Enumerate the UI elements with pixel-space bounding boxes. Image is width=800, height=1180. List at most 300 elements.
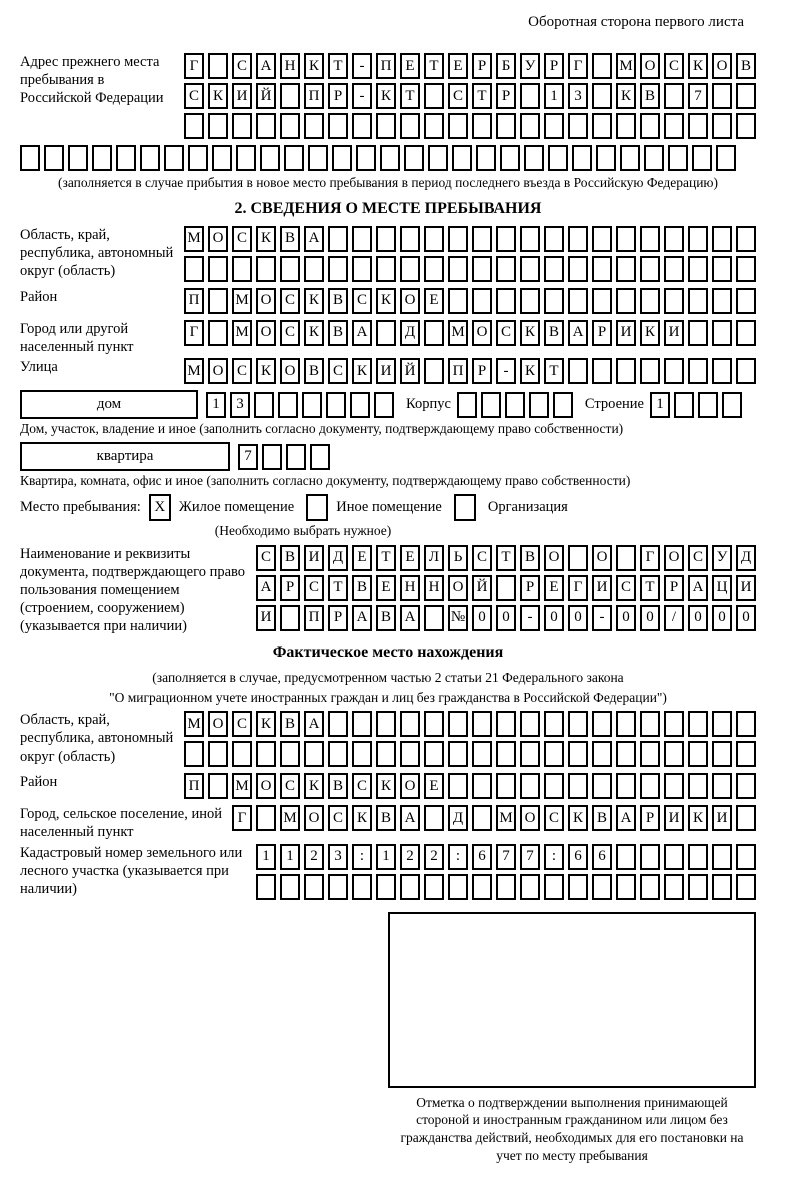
char-cell-filled: О (280, 358, 300, 384)
char-cell-filled: Е (544, 575, 564, 601)
apartment-label-box: квартира (20, 442, 230, 471)
char-cell-filled: Н (280, 53, 300, 79)
char-cell-empty (352, 226, 372, 252)
char-cell-empty (208, 53, 228, 79)
char-cell-empty (376, 256, 396, 282)
char-cell-filled: М (280, 805, 300, 831)
char-cell-filled: 1 (206, 392, 226, 418)
char-cell-filled: К (376, 83, 396, 109)
char-cell-empty (212, 145, 232, 171)
char-cell-empty (424, 874, 444, 900)
char-cell-filled: В (352, 575, 372, 601)
char-cell-empty (520, 288, 540, 314)
char-cell-filled: Т (424, 53, 444, 79)
char-cell-empty (208, 741, 228, 767)
char-cell-empty (328, 226, 348, 252)
char-cell-empty (448, 226, 468, 252)
char-cell-empty (592, 358, 612, 384)
char-cell-filled: Е (448, 53, 468, 79)
char-cell-filled: Р (328, 605, 348, 631)
char-cell-empty (544, 711, 564, 737)
char-cell-filled: № (448, 605, 468, 631)
char-cell-empty (424, 358, 444, 384)
char-cell-filled: 7 (688, 83, 708, 109)
char-cell-empty (304, 874, 324, 900)
char-cell-empty (716, 145, 736, 171)
char-cell-filled: Т (472, 83, 492, 109)
char-cell-empty (286, 444, 306, 470)
char-cell-empty (304, 741, 324, 767)
char-cell-filled: О (304, 805, 324, 831)
char-cell-filled: П (376, 53, 396, 79)
char-cell-filled: С (448, 83, 468, 109)
char-cell-filled: Е (424, 288, 444, 314)
char-cell-empty (352, 874, 372, 900)
char-cell-empty (140, 145, 160, 171)
char-cell-empty (496, 113, 516, 139)
char-cell-empty (424, 805, 444, 831)
actual-region-label: Область, край, республика, автономный округ (область) (20, 712, 174, 765)
char-cell-filled: Т (640, 575, 660, 601)
char-cell-filled: 2 (424, 844, 444, 870)
char-cell-filled: И (376, 358, 396, 384)
char-cell-empty (616, 358, 636, 384)
char-cell-empty (722, 392, 742, 418)
char-cell-empty (736, 358, 756, 384)
char-cell-empty (92, 145, 112, 171)
char-cell-filled: Т (544, 358, 564, 384)
apartment-cells (238, 444, 330, 470)
actual-district-block (20, 773, 756, 803)
char-cell-empty (472, 805, 492, 831)
char-cell-empty (592, 113, 612, 139)
char-cell-empty (712, 844, 732, 870)
char-cell-empty (184, 741, 204, 767)
char-cell-filled: Н (424, 575, 444, 601)
stay-type-checkbox-other (306, 494, 328, 521)
char-cell-filled: О (256, 773, 276, 799)
char-cell-empty (310, 444, 330, 470)
stay-type-option-organization-label: Организация (487, 498, 568, 515)
char-cell-filled: С (232, 226, 252, 252)
char-cell-empty (688, 113, 708, 139)
char-cell-filled: : (352, 844, 372, 870)
char-cell-empty (568, 256, 588, 282)
char-cell-filled: С (184, 83, 204, 109)
char-cell-filled: С (328, 805, 348, 831)
char-cell-empty (712, 256, 732, 282)
char-cell-filled: А (304, 226, 324, 252)
char-cell-empty (688, 741, 708, 767)
char-cell-filled: К (616, 83, 636, 109)
char-cell-filled: С (352, 288, 372, 314)
char-cell-empty (328, 711, 348, 737)
char-cell-filled: Г (640, 545, 660, 571)
char-cell-filled: 3 (568, 83, 588, 109)
char-cell-empty (712, 741, 732, 767)
char-cell-empty (472, 773, 492, 799)
char-cell-empty (592, 773, 612, 799)
section2-region-label: Область, край, республика, автономный округ (область) (20, 226, 174, 280)
char-cell-empty (352, 256, 372, 282)
char-cell-empty (616, 256, 636, 282)
char-cell-filled: М (184, 358, 204, 384)
char-cell-filled: И (712, 805, 732, 831)
char-cell-filled: А (616, 805, 636, 831)
char-cell-empty (496, 575, 516, 601)
char-cell-empty (374, 392, 394, 418)
char-cell-filled: С (472, 545, 492, 571)
char-cell-filled: И (232, 83, 252, 109)
char-cell-empty (376, 226, 396, 252)
char-cell-empty (256, 113, 276, 139)
char-cell-filled: О (472, 320, 492, 346)
char-cell-empty (520, 226, 540, 252)
char-cell-empty (568, 113, 588, 139)
char-cell-filled: 1 (544, 83, 564, 109)
char-cell-filled: К (568, 805, 588, 831)
char-cell-empty (736, 773, 756, 799)
char-cell-filled: 1 (256, 844, 276, 870)
char-cell-filled: Р (280, 575, 300, 601)
char-cell-filled: Т (328, 53, 348, 79)
char-cell-empty (448, 256, 468, 282)
page-title: Оборотная сторона первого листа (528, 14, 744, 30)
char-cell-empty (544, 113, 564, 139)
char-cell-filled: - (496, 358, 516, 384)
char-cell-empty (400, 113, 420, 139)
char-cell-filled: 6 (592, 844, 612, 870)
char-cell-empty (616, 773, 636, 799)
char-cell-filled: В (376, 605, 396, 631)
char-cell-filled: И (256, 605, 276, 631)
char-cell-filled: 0 (496, 605, 516, 631)
char-cell-filled: 7 (520, 844, 540, 870)
char-cell-filled: С (232, 53, 252, 79)
char-cell-filled: 1 (280, 844, 300, 870)
char-cell-empty (496, 711, 516, 737)
char-cell-filled: К (208, 83, 228, 109)
char-cell-filled: М (184, 226, 204, 252)
char-cell-empty (620, 145, 640, 171)
stay-type-checkbox-organization (454, 494, 476, 521)
char-cell-empty (712, 288, 732, 314)
char-cell-filled: Р (496, 83, 516, 109)
char-cell-empty (640, 358, 660, 384)
stay-type-option-residential-label: Жилое помещение (178, 498, 295, 515)
section2-title: 2. СВЕДЕНИЯ О МЕСТЕ ПРЕБЫВАНИЯ (234, 199, 542, 217)
char-cell-filled: 0 (640, 605, 660, 631)
stroenie-cells (650, 392, 742, 418)
char-cell-empty (640, 711, 660, 737)
char-cell-empty (664, 358, 684, 384)
char-cell-empty (736, 711, 756, 737)
char-cell-empty (640, 741, 660, 767)
char-cell-empty (544, 773, 564, 799)
char-cell-filled: - (352, 83, 372, 109)
char-cell-filled: О (664, 545, 684, 571)
char-cell-filled: 6 (472, 844, 492, 870)
char-cell-filled: Р (328, 83, 348, 109)
char-cell-empty (712, 320, 732, 346)
char-cell-empty (644, 145, 664, 171)
char-cell-filled: В (280, 226, 300, 252)
char-cell-empty (668, 145, 688, 171)
char-cell-filled: С (352, 773, 372, 799)
char-cell-filled: В (280, 545, 300, 571)
korpus-label: Корпус (406, 396, 451, 413)
char-cell-empty (164, 145, 184, 171)
char-cell-empty (568, 545, 588, 571)
char-cell-filled: И (664, 805, 684, 831)
char-cell-filled: И (664, 320, 684, 346)
char-cell-empty (688, 844, 708, 870)
char-cell-filled: О (712, 53, 732, 79)
char-cell-empty (280, 113, 300, 139)
char-cell-empty (688, 320, 708, 346)
char-cell-empty (472, 874, 492, 900)
char-cell-empty (712, 773, 732, 799)
char-cell-empty (424, 320, 444, 346)
char-cell-filled: О (640, 53, 660, 79)
char-cell-filled: 3 (328, 844, 348, 870)
char-cell-filled: Г (184, 53, 204, 79)
char-cell-empty (280, 605, 300, 631)
char-cell-empty (496, 773, 516, 799)
char-cell-filled: Е (376, 575, 396, 601)
document-label: Наименование и реквизиты документа, подтверждающего право пользования помещением (строением, сооружением) (указывается при наличии) (20, 545, 246, 635)
char-cell-filled: О (520, 805, 540, 831)
section2-district-block (20, 288, 756, 318)
char-cell-empty (400, 874, 420, 900)
char-cell-filled: К (520, 320, 540, 346)
char-cell-empty (184, 256, 204, 282)
char-cell-filled: У (520, 53, 540, 79)
char-cell-filled: В (736, 53, 756, 79)
char-cell-filled: Т (496, 545, 516, 571)
char-cell-empty (496, 874, 516, 900)
section2-street-row (184, 358, 756, 384)
char-cell-empty (326, 392, 346, 418)
actual-location-note-line2: "О миграционном учете иностранных граждан и лиц без гражданства в Российской Федерации") (109, 690, 667, 706)
house-note: Дом, участок, владение и иное (заполнить согласно документу, подтверждающему право собственности) (20, 421, 624, 437)
char-cell-filled: Ц (712, 575, 732, 601)
char-cell-filled: 6 (568, 844, 588, 870)
char-cell-filled: Н (400, 575, 420, 601)
char-cell-filled: - (592, 605, 612, 631)
char-cell-filled: К (304, 773, 324, 799)
char-cell-filled: В (328, 320, 348, 346)
char-cell-empty (380, 145, 400, 171)
char-cell-empty (328, 256, 348, 282)
char-cell-empty (616, 288, 636, 314)
char-cell-filled: С (232, 711, 252, 737)
char-cell-filled: Р (592, 320, 612, 346)
char-cell-empty (572, 145, 592, 171)
document-row3 (256, 605, 756, 631)
char-cell-filled: 2 (304, 844, 324, 870)
char-cell-filled: Г (568, 53, 588, 79)
char-cell-empty (448, 741, 468, 767)
section2-district-row (184, 288, 756, 314)
char-cell-filled: Т (328, 575, 348, 601)
prev-address-row3 (184, 113, 756, 139)
char-cell-filled: А (568, 320, 588, 346)
char-cell-filled: М (232, 288, 252, 314)
char-cell-empty (664, 741, 684, 767)
char-cell-empty (328, 874, 348, 900)
house-label-box: дом (20, 390, 198, 419)
char-cell-empty (592, 256, 612, 282)
char-cell-empty (568, 358, 588, 384)
char-cell-filled: А (352, 605, 372, 631)
char-cell-empty (712, 874, 732, 900)
stay-type-label: Место пребывания: (20, 498, 141, 515)
prev-address-note: (заполняется в случае прибытия в новое место пребывания в период последнего въезда в Российскую Федерацию) (57, 175, 719, 190)
char-cell-empty (640, 113, 660, 139)
section2-region-block (20, 226, 756, 286)
char-cell-filled: П (184, 773, 204, 799)
char-cell-filled: : (544, 844, 564, 870)
house-number-cells (206, 392, 394, 418)
char-cell-empty (520, 874, 540, 900)
cadastral-label: Кадастровый номер земельного или лесного участка (указывается при наличии) (20, 844, 243, 897)
char-cell-empty (472, 288, 492, 314)
section2-city-block (20, 320, 756, 356)
char-cell-empty (208, 320, 228, 346)
char-cell-filled: О (592, 545, 612, 571)
char-cell-empty (664, 256, 684, 282)
char-cell-empty (496, 256, 516, 282)
char-cell-filled: 0 (568, 605, 588, 631)
char-cell-empty (664, 844, 684, 870)
char-cell-empty (448, 773, 468, 799)
char-cell-filled: П (304, 83, 324, 109)
char-cell-filled: К (304, 320, 324, 346)
char-cell-empty (481, 392, 501, 418)
char-cell-empty (592, 53, 612, 79)
char-cell-filled: В (640, 83, 660, 109)
char-cell-filled: О (544, 545, 564, 571)
char-cell-empty (400, 226, 420, 252)
char-cell-empty (356, 145, 376, 171)
char-cell-filled: К (256, 358, 276, 384)
char-cell-empty (352, 113, 372, 139)
char-cell-filled: Б (496, 53, 516, 79)
char-cell-empty (568, 773, 588, 799)
char-cell-empty (529, 392, 549, 418)
char-cell-filled: П (304, 605, 324, 631)
char-cell-empty (544, 874, 564, 900)
char-cell-empty (424, 256, 444, 282)
char-cell-empty (280, 83, 300, 109)
char-cell-filled: 0 (616, 605, 636, 631)
char-cell-empty (376, 711, 396, 737)
char-cell-empty (664, 288, 684, 314)
char-cell-empty (688, 874, 708, 900)
stamp-note: Отметка о подтверждении выполнения принимающей стороной и иностранным гражданином или лицом без гражданства действий, необходимых для его постановки на учет по месту пребывания (400, 1094, 744, 1163)
char-cell-filled: 1 (650, 392, 670, 418)
char-cell-empty (116, 145, 136, 171)
actual-city-label: Город, сельское поселение, иной населенный пункт (20, 806, 223, 841)
char-cell-filled: О (448, 575, 468, 601)
char-cell-filled: В (544, 320, 564, 346)
char-cell-empty (568, 741, 588, 767)
char-cell-filled: Т (376, 545, 396, 571)
char-cell-filled: О (400, 773, 420, 799)
char-cell-filled: В (376, 805, 396, 831)
char-cell-empty (736, 844, 756, 870)
char-cell-filled: П (184, 288, 204, 314)
char-cell-filled: Е (352, 545, 372, 571)
stroenie-label: Строение (584, 396, 644, 413)
char-cell-empty (692, 145, 712, 171)
char-cell-filled: И (616, 320, 636, 346)
document-block (20, 545, 756, 636)
char-cell-empty (520, 256, 540, 282)
char-cell-empty (424, 741, 444, 767)
char-cell-filled: - (352, 53, 372, 79)
section2-street-label: Улица (20, 359, 58, 376)
stay-type-row (20, 494, 756, 521)
char-cell-filled: М (496, 805, 516, 831)
char-cell-empty (664, 874, 684, 900)
char-cell-empty (616, 226, 636, 252)
stay-type-note: (Необходимо выбрать нужное) (214, 522, 392, 538)
actual-location-note-line1: (заполняется в случае, предусмотренном частью 2 статьи 21 Федерального закона (152, 669, 624, 685)
char-cell-filled: К (304, 288, 324, 314)
char-cell-filled: А (256, 575, 276, 601)
char-cell-empty (640, 773, 660, 799)
char-cell-empty (592, 83, 612, 109)
char-cell-filled: А (352, 320, 372, 346)
char-cell-empty (184, 113, 204, 139)
char-cell-filled: В (280, 711, 300, 737)
char-cell-empty (544, 256, 564, 282)
char-cell-empty (592, 226, 612, 252)
char-cell-empty (616, 844, 636, 870)
char-cell-empty (448, 113, 468, 139)
char-cell-empty (428, 145, 448, 171)
char-cell-empty (424, 605, 444, 631)
char-cell-empty (350, 392, 370, 418)
char-cell-filled: : (448, 844, 468, 870)
char-cell-empty (496, 226, 516, 252)
char-cell-empty (376, 874, 396, 900)
char-cell-filled: К (376, 288, 396, 314)
char-cell-filled: Ь (448, 545, 468, 571)
char-cell-empty (280, 741, 300, 767)
char-cell-empty (688, 711, 708, 737)
char-cell-filled: С (280, 320, 300, 346)
house-row (20, 390, 756, 419)
char-cell-empty (284, 145, 304, 171)
char-cell-empty (664, 773, 684, 799)
char-cell-empty (640, 226, 660, 252)
char-cell-empty (352, 741, 372, 767)
char-cell-empty (524, 145, 544, 171)
char-cell-filled: С (280, 773, 300, 799)
char-cell-filled: К (688, 53, 708, 79)
char-cell-empty (674, 392, 694, 418)
char-cell-empty (640, 256, 660, 282)
char-cell-filled: М (184, 711, 204, 737)
char-cell-empty (256, 874, 276, 900)
char-cell-filled: С (664, 53, 684, 79)
char-cell-empty (472, 256, 492, 282)
char-cell-empty (664, 226, 684, 252)
char-cell-filled: С (688, 545, 708, 571)
